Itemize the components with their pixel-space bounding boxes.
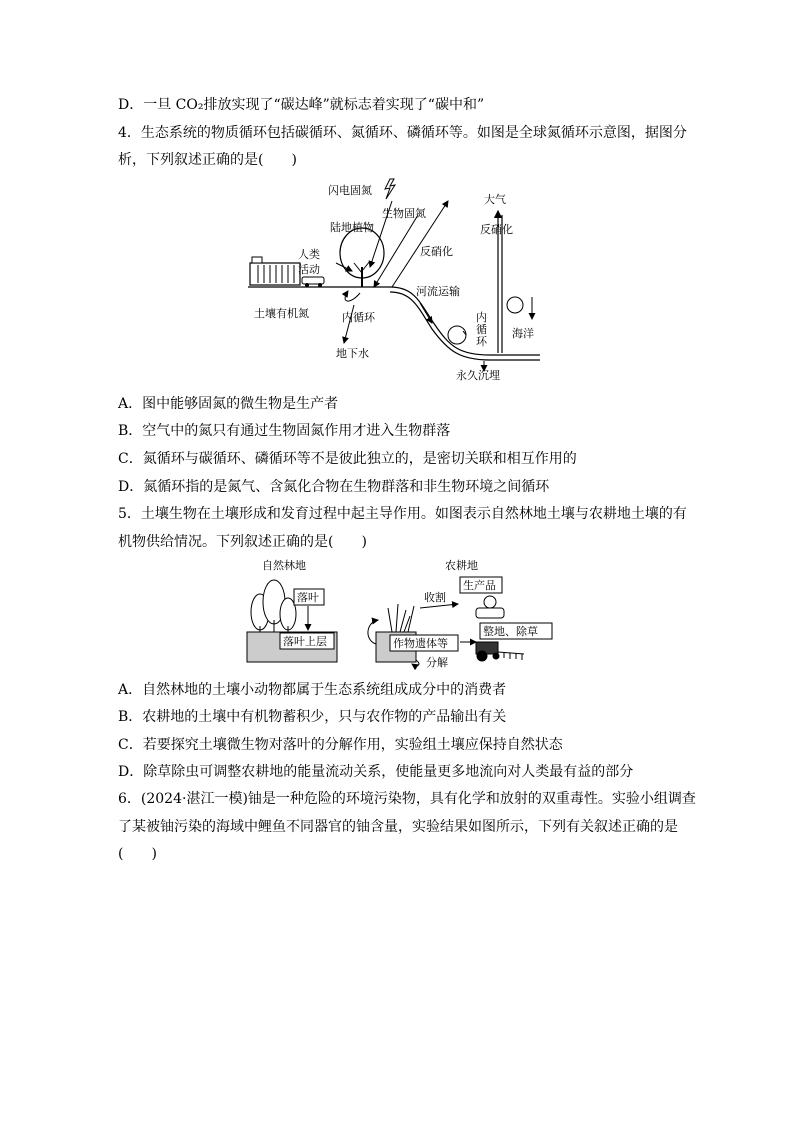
tree-icon: [340, 228, 384, 287]
label-harvest: 收割: [424, 591, 446, 604]
q6-stem-line1: 6．(2024·湛江一模)铀是一种危险的环境污染物，具有化学和放射的双重毒性。实验小组调查: [118, 791, 696, 807]
label-human-activity-2: 活动: [298, 263, 320, 276]
label-river-transport: 河流运输: [416, 285, 460, 298]
label-soil-organic-nitrogen: 土壤有机氮: [254, 307, 309, 320]
q5-option-d: D．除草除虫可调整农耕地的能量流动关系，使能量更多地流向对人类最有益的部分: [118, 764, 634, 780]
label-litter-layer: 落叶上层: [283, 635, 327, 648]
q6-stem-line3: ( ): [118, 846, 157, 862]
forest-trees-icon: [251, 580, 296, 634]
label-atmosphere: 大气: [484, 193, 506, 206]
label-denitrification-land: 反硝化: [420, 245, 453, 258]
label-decompose: 分解: [426, 656, 448, 669]
factory-icon: [250, 257, 300, 285]
label-farmland: 农耕地: [445, 559, 478, 572]
label-bio-fixation: 生物固氮: [382, 207, 426, 220]
car-icon: [302, 277, 324, 287]
label-natural-forest: 自然林地: [262, 559, 306, 572]
q4-option-b: B．空气中的氮只有通过生物固氮作用才进入生物群落: [118, 423, 451, 439]
nitrogen-cycle-figure: [240, 175, 550, 385]
label-inner-cycle-sea-3: 环: [476, 335, 487, 348]
q4-stem-line1: 4．生态系统的物质循环包括碳循环、氮循环、磷循环等。如图是全球氮循环示意图，据图分: [118, 125, 687, 141]
q4-option-c: C．氮循环与碳循环、磷循环等不是彼此独立的，是密切关联和相互作用的: [118, 451, 577, 467]
tractor-icon: [476, 642, 524, 661]
q4-option-d: D．氮循环指的是氮气、含氮化合物在生物群落和非生物环境之间循环: [118, 479, 550, 495]
lightning-icon: [385, 179, 395, 199]
q5-stem-line2: 机物供给情况。下列叙述正确的是( ): [118, 534, 367, 550]
label-lightning-fixation: 闪电固氮: [328, 184, 372, 197]
q5-option-c: C．若要探究土壤微生物对落叶的分解作用，实验组土壤应保持自然状态: [118, 737, 563, 753]
q5-option-a: A．自然林地的土壤小动物都属于生态系统组成成分中的消费者: [118, 682, 507, 698]
q4-stem-line2: 析，下列叙述正确的是( ): [118, 152, 297, 168]
q4-option-a: A．图中能够固氮的微生物是生产者: [118, 396, 339, 412]
crop-plants-icon: [388, 604, 414, 632]
soil-organic-supply-figure: [240, 556, 590, 671]
q5-stem-line1: 5．土壤生物在土壤形成和发育过程中起主导作用。如图表示自然林地土壤与农耕地土壤的有: [118, 506, 687, 522]
label-groundwater: 地下水: [336, 347, 369, 360]
label-crop-residue: 作物遗体等: [393, 637, 448, 650]
label-land-plants: 陆地植物: [330, 221, 374, 234]
q6-stem-line2: 了某被铀污染的海域中鲤鱼不同器官的铀含量，实验结果如图所示，下列有关叙述正确的是: [118, 819, 678, 835]
label-ocean: 海洋: [512, 327, 534, 340]
label-denitrification-sea: 反硝化: [480, 223, 513, 236]
label-human-activity-1: 人类: [298, 248, 320, 261]
label-tillage-weeding: 整地、除草: [483, 625, 538, 638]
label-permanent-burial: 永久沉埋: [456, 369, 500, 382]
label-inner-cycle-land: 内循环: [342, 311, 375, 324]
q3-option-d: D．一旦 CO₂排放实现了“碳达峰”就标志着实现了“碳中和”: [118, 97, 485, 113]
farmer-icon: [476, 596, 504, 618]
q5-option-b: B．农耕地的土壤中有机物蓄积少，只与农作物的产品输出有关: [118, 709, 507, 725]
label-inner-cycle-sea-2: 循: [476, 323, 487, 336]
label-fallen-leaves: 落叶: [297, 591, 319, 604]
label-inner-cycle-sea-1: 内: [476, 311, 487, 324]
label-products: 生产品: [463, 579, 496, 592]
